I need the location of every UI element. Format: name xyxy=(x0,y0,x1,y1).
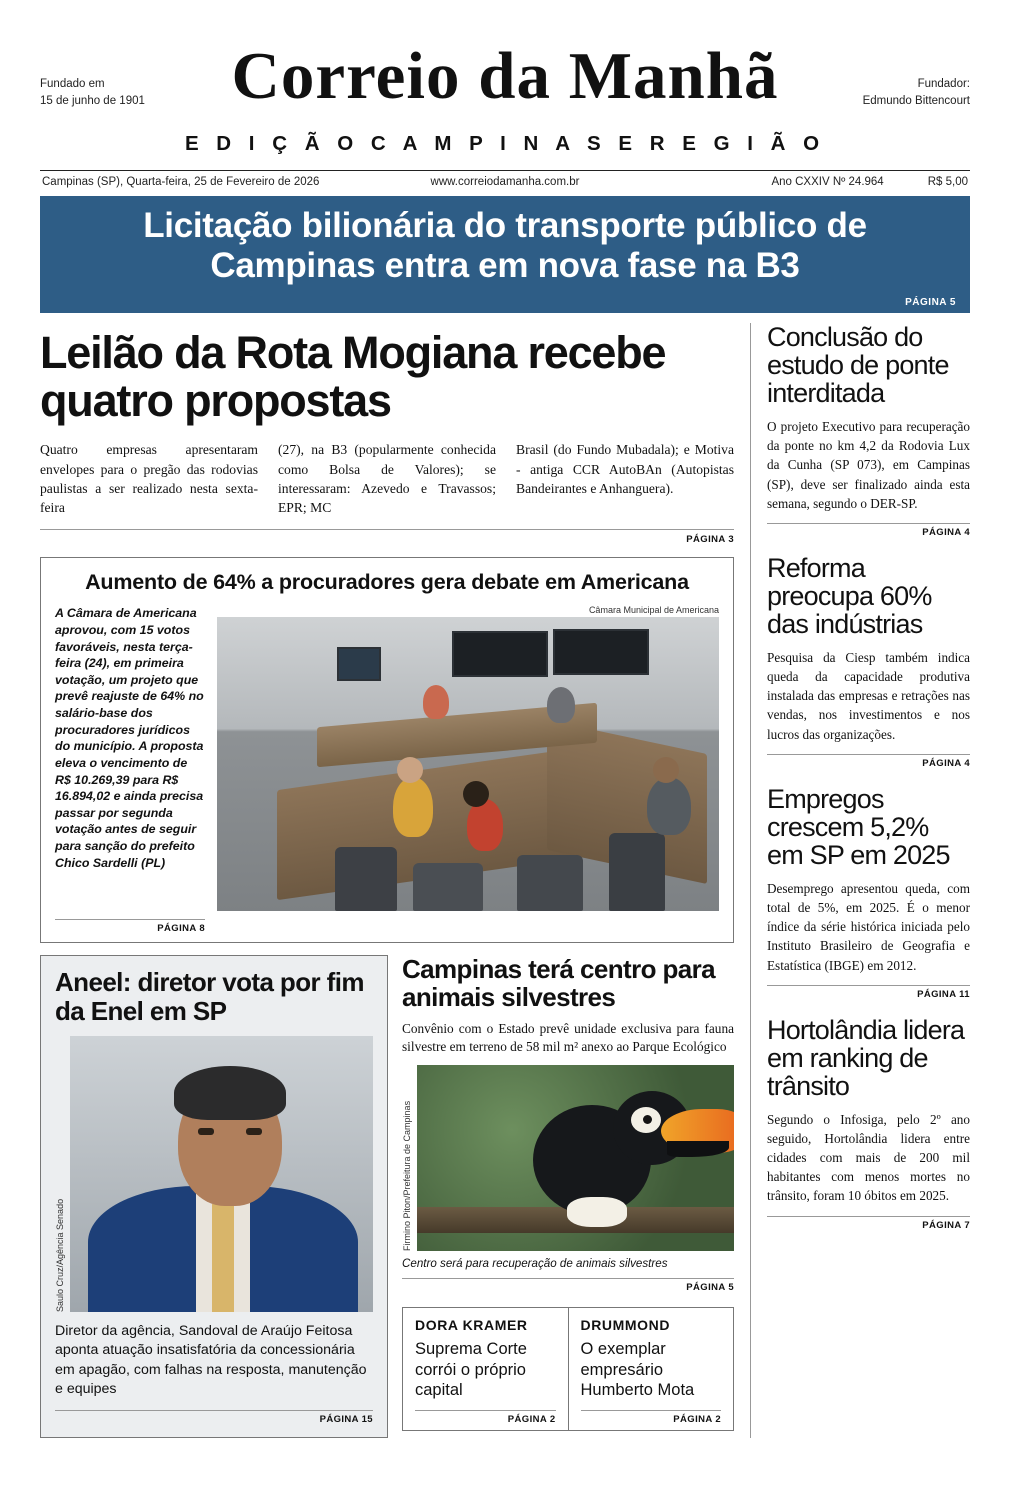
founder-name: Edmundo Bittencourt xyxy=(862,94,970,107)
animals-column xyxy=(402,955,734,1438)
lead-body xyxy=(40,440,734,517)
aneel-story[interactable] xyxy=(40,955,388,1438)
rail-text: O projeto Executivo para recuperação da ponte no km 4,2 da Rodovia Lux da Cunha (SP 073), em Campinas (SP), deve ser finalizado ainda esta semana, segundo o DER-SP. xyxy=(767,419,970,511)
masthead-title-block xyxy=(210,39,800,113)
columnist-page-tag: PÁGINA 2 xyxy=(415,1410,556,1425)
aneel-photo-credit: Saulo Cruz/Agência Senado xyxy=(55,1198,65,1312)
animals-subtext: Convênio com o Estado prevê unidade exclusiva para fauna silvestre em terreno de 58 mil m² anexo ao Parque Ecológico xyxy=(402,1020,734,1055)
columnist-title: Suprema Corte corrói o próprio capital xyxy=(415,1339,527,1400)
animals-caption: Centro será para recuperação de animais silvestres xyxy=(402,1256,668,1270)
columnist-card[interactable] xyxy=(568,1308,734,1430)
aneel-caption: Diretor da agência, Sandoval de Araújo Feitosa aponta atuação insatisfatória da concessionária em apagão, com falhas na resposta, manutenção e equipes xyxy=(55,1322,367,1398)
rail-headline: Hortolândia lidera em ranking de trânsito xyxy=(767,1014,965,1101)
columnists-box xyxy=(402,1307,734,1431)
americana-photo-credit: Câmara Municipal de Americana xyxy=(588,605,719,616)
lead-page-tag: PÁGINA 3 xyxy=(40,529,734,545)
americana-story[interactable] xyxy=(40,557,734,943)
animals-headline: Campinas terá centro para animais silvestres xyxy=(402,954,716,1013)
rail-headline: Conclusão do estudo de ponte interditada xyxy=(767,321,949,408)
americana-page-tag: PÁGINA 8 xyxy=(55,919,205,934)
lead-paragraph-1: Quatro empresas apresentaram envelopes para o pregão das rodovias paulistas a ser realizado nesta sexta-feira xyxy=(40,442,258,516)
right-rail xyxy=(750,323,970,1438)
issue-info-bar xyxy=(40,171,970,194)
rail-story[interactable] xyxy=(767,785,970,1010)
content-grid xyxy=(40,323,970,1438)
lead-story[interactable] xyxy=(40,326,734,546)
founded-info xyxy=(40,76,210,109)
lead-paragraph-2: (27), na B3 (popularmente conhecida como Bolsa de Valores); se interessaram: Azevedo e Travassos; EPR; MC xyxy=(278,442,496,516)
rail-text: Pesquisa da Ciesp também indica queda da capacidade produtiva instalada das empresas e retrações nas vendas, nos investimentos e nos lucros das organizações. xyxy=(767,650,970,742)
banner-page-tag: PÁGINA 5 xyxy=(905,296,956,308)
banner-headline: Licitação bilionária do transporte público de Campinas entra em nova fase na B3 xyxy=(143,205,867,286)
rail-headline: Reforma preocupa 60% das indústrias xyxy=(767,552,932,639)
rail-page-tag: PÁGINA 4 xyxy=(767,523,970,548)
americana-lead-text: A Câmara de Americana aprovou, com 15 votos favoráveis, nesta terça-feira (24), em primeira votação, um projeto que prevê reajuste de 64% no salário-base dos procuradores jurídicos do município. A proposta eleva o vencimento de R$ 10.269,39 para R$ 16.894,02 e ainda precisa passar por segunda votação antes de seguir para sanção do prefeito Chico Sardelli (PL) xyxy=(55,606,204,870)
animals-page-tag: PÁGINA 5 xyxy=(402,1278,734,1293)
columnist-title: O exemplar empresário Humberto Mota xyxy=(580,1339,695,1400)
americana-photo xyxy=(217,617,719,911)
paper-title: Correio da Manhã xyxy=(231,39,779,113)
founder-info xyxy=(800,76,970,109)
place-date: Campinas (SP), Quarta-feira, 25 de Fevereiro de 2026 xyxy=(42,175,320,188)
edition-subtitle: E D I Ç Ã O C A M P I N A S E R E G I Ã O xyxy=(184,131,826,155)
lead-paragraph-3: Brasil (do Fundo Mubadala); e Motiva - antiga CCR AutoBAn (Autopistas Bandeirantes e Anhanguera). xyxy=(516,442,734,496)
cover-price: R$ 5,00 xyxy=(927,175,968,188)
rail-text: Desemprego apresentou queda, com total de 5%, em 2025. É o menor índice da série histórica iniciada pelo Instituto Brasileiro de Geografia e Estatística (IBGE) em 2012. xyxy=(767,880,970,973)
americana-headline: Aumento de 64% a procuradores gera debate em Americana xyxy=(85,570,689,595)
founded-label: Fundado em xyxy=(40,78,105,91)
website-link[interactable]: www.correiodamanha.com.br xyxy=(430,175,580,188)
rail-headline: Empregos crescem 5,2% em SP em 2025 xyxy=(767,783,950,870)
columnist-page-tag: PÁGINA 2 xyxy=(581,1410,722,1425)
founded-date: 15 de junho de 1901 xyxy=(40,94,145,107)
rail-page-tag: PÁGINA 4 xyxy=(767,754,970,779)
animals-photo xyxy=(417,1065,734,1251)
founder-label: Fundador: xyxy=(917,78,970,91)
rail-story[interactable] xyxy=(767,323,970,548)
bottom-row xyxy=(40,955,734,1438)
aneel-headline: Aneel: diretor vota por fim da Enel em SP xyxy=(55,967,364,1026)
rail-page-tag: PÁGINA 7 xyxy=(767,1216,970,1241)
lead-headline: Leilão da Rota Mogiana recebe quatro propostas xyxy=(40,326,666,426)
columnist-name: DORA KRAMER xyxy=(415,1316,528,1333)
rail-story[interactable] xyxy=(767,1016,970,1241)
aneel-page-tag: PÁGINA 15 xyxy=(55,1410,373,1425)
rail-story[interactable] xyxy=(767,554,970,779)
rail-text: Segundo o Infosiga, pelo 2º ano seguido, Hortolândia lidera entre cidades com mais de 200 mil habitantes com menos mortes no trânsito, foram 10 óbitos em 2025. xyxy=(767,1111,970,1204)
columnist-name: DRUMMOND xyxy=(580,1316,671,1333)
masthead xyxy=(40,0,970,113)
main-column xyxy=(40,323,750,1438)
columnist-card[interactable] xyxy=(403,1308,568,1430)
animals-story[interactable] xyxy=(402,955,734,1292)
top-banner-story[interactable] xyxy=(40,196,970,313)
animals-photo-credit: Firmino Piton/Prefeitura de Campinas xyxy=(402,1100,412,1251)
rail-page-tag: PÁGINA 11 xyxy=(767,985,970,1010)
issue-number: Ano CXXIV Nº 24.964 xyxy=(771,175,884,188)
aneel-photo xyxy=(70,1036,373,1312)
